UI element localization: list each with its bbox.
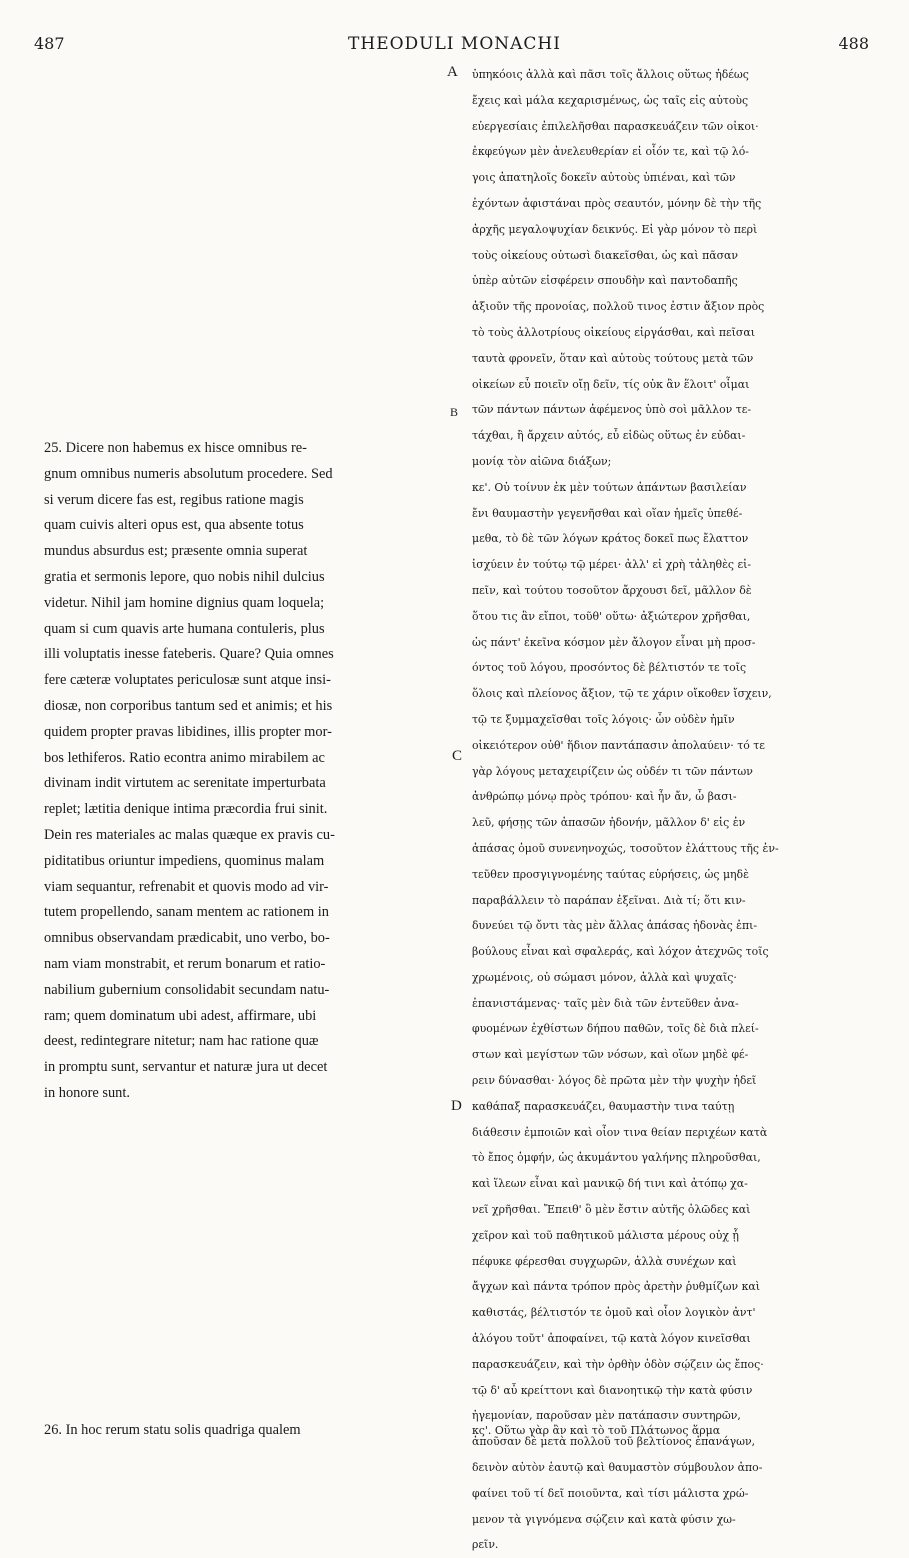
greek-line: ἐκφεύγων μὲν ἀνελευθερίαν εἰ οἷόν τε, καὶ τῷ λό- [472, 145, 749, 159]
greek-line: χρωμένοις, οὐ σώμασι μόνον, ἀλλὰ καὶ ψυχαῖς· [472, 970, 737, 984]
latin-line: viam sequantur, refrenabit et quovis modo ad vir- [44, 878, 329, 895]
latin-line: in honore sunt. [44, 1084, 130, 1101]
latin-line: bos lethiferos. Ratio econtra animo mirabilem ac [44, 749, 325, 766]
greek-line: ἐπανιστάμενας· ταῖς μὲν διὰ τῶν ἐντεῦθεν ἀνα- [472, 996, 739, 1010]
greek-line: ὑπὲρ αὐτῶν εἰσφέρειν σπουδὴν καὶ παντοδαπῆς [472, 274, 738, 288]
latin-line: tutem propellendo, sanam mentem ac rationem in [44, 904, 329, 921]
latin-line: si verum dicere fas est, regibus ratione magis [44, 491, 304, 508]
latin-line: nabilium gubernium consolidabit secundam natu- [44, 981, 330, 998]
greek-line: γοις ἀπατηλοῖς δοκεῖν αὐτοὺς ὑπιέναι, καὶ τῶν [472, 171, 736, 185]
latin-line: in promptu sunt, servantur et naturæ jura ut decet [44, 1059, 328, 1076]
greek-line: στων καὶ μεγίστων τῶν νόσων, καὶ οἵων μηδὲ φέ- [472, 1048, 749, 1062]
running-title: THEODULI MONACHI [348, 34, 561, 54]
greek-line: φυομένων ἐχθίστων δήπου παθῶν, τοῖς δὲ διὰ πλεί- [472, 1022, 759, 1036]
greek-line: μενον τὰ γιγνόμενα σῴζειν καὶ κατὰ φύσιν χω- [472, 1512, 736, 1526]
greek-line: τὸ ἔπος ὁμφήν, ὡς ἀκυμάντου γαλήνης πληροῦσθαι, [472, 1151, 761, 1165]
greek-line: νεῖ χρῆσθαι. Ἔπειθ' ὃ μὲν ἔστιν αὐτῆς ὀλῶδες καὶ [472, 1203, 751, 1217]
latin-line: illi voluptatis inesse fateberis. Quare? Quia omnes [44, 646, 334, 663]
greek-line: ἀποῦσαν δὲ μετὰ πολλοῦ τοῦ βελτίονος ἐπανάγων, [472, 1435, 756, 1449]
latin-line: quam si cum quavis arte humana contuleris, plus [44, 620, 325, 637]
greek-line: ὅτου τις ἂν εἴποι, τοῦθ' οὕτω· ἀξιώτερον χρῆσθαι, [472, 609, 751, 623]
greek-line: ὅλοις καὶ πλείονος ἄξιον, τῷ τε χάριν οἴκοθεν ἴσχειν, [472, 687, 772, 701]
greek-line: καὶ ἵλεων εἶναι καὶ μανικῷ δή τινι καὶ ἀτόπῳ χα- [472, 1177, 748, 1191]
latin-column-continuation [44, 1418, 444, 1444]
page-number-left: 487 [34, 34, 65, 53]
latin-line: diosæ, non corporibus tantum sed et animis; et his [44, 697, 333, 714]
greek-line: ὡς πάντ' ἐκεῖνα κόσμον μὲν ἄλογον εἶναι μὴ προσ- [472, 635, 756, 649]
latin-line: nam viam monstrabit, et rerum bonarum et ratio- [44, 955, 326, 972]
greek-line: ἄγχων καὶ πάντα τρόπον πρὸς ἀρετὴν ῥυθμίζων καὶ [472, 1280, 761, 1294]
greek-line: καθιστάς, βέλτιστόν τε ὁμοῦ καὶ οἷον λογικὸν ἀντ' [472, 1306, 756, 1320]
greek-line: ρεῖν. [472, 1538, 499, 1552]
greek-line: εὐεργεσίαις ἐπιλελῆσθαι παρασκευάζειν τῶν οἰκοι· [472, 119, 759, 133]
latin-line: 25. Dicere non habemus ex hisce omnibus re- [44, 440, 307, 456]
greek-line: ἡγεμονίαν, παροῦσαν μὲν πατάπασιν συντηρῶν, [472, 1409, 741, 1423]
greek-line: ἔνι θαυμαστὴν γεγενῆσθαι καὶ οἵαν ἡμεῖς ὑπεθέ- [472, 506, 743, 520]
greek-line: ταυτὰ φρονεῖν, ὅταν καὶ αὐτοὺς τούτους μετὰ τῶν [472, 351, 754, 365]
greek-column-continuation [472, 1418, 880, 1444]
greek-line: τῶν πάντων πάντων ἀφέμενος ὑπὸ σοὶ μᾶλλον τε- [472, 403, 752, 417]
latin-line: quam cuivis alteri opus est, qua absente totus [44, 517, 304, 534]
latin-line: Dein res materiales ac malas quæque ex pravis cu- [44, 826, 335, 843]
greek-line: πεῖν, καὶ τούτου τοσοῦτον ἄρχουσι δεῖ, μᾶλλον δὲ [472, 583, 752, 597]
greek-line: ἁπάσας ὁμοῦ συνενηνοχώς, τοσοῦτον ἐλάττους τῆς ἐν- [472, 841, 779, 855]
greek-line: φαίνει τοῦ τί δεῖ ποιοῦντα, καὶ τίσι μάλιστα χρώ- [472, 1486, 749, 1500]
greek-line: κε'. Οὐ τοίνυν ἐκ μὲν τούτων ἁπάντων βασιλείαν [472, 480, 747, 494]
section-marker-b: B [450, 405, 459, 419]
greek-line: οἰκείων εὖ ποιεῖν οἴῃ δεῖν, τίς οὐκ ἂν ἕλοιτ' οἶμαι [472, 377, 750, 391]
greek-line: λεῦ, φήσῃς τῶν ἁπασῶν ἡδονήν, μᾶλλον δ' εἰς ἐν [472, 816, 746, 830]
latin-column [44, 436, 444, 1107]
greek-line: ἀρχῆς μεγαλοψυχίαν δεικνύς. Εἰ γὰρ μόνον τὸ περὶ [472, 222, 758, 236]
greek-line: τὸ τοὺς ἀλλοτρίους οἰκείους εἰργάσθαι, καὶ πεῖσαι [472, 325, 755, 339]
greek-line: ὑπηκόοις ἀλλὰ καὶ πᾶσι τοῖς ἄλλοις οὕτως ἡδέως [472, 68, 749, 81]
greek-line: ἀξιοῦν τῆς προνοίας, πολλοῦ τινος ἐστιν ἄξιον πρὸς [472, 300, 765, 314]
latin-line: divinam indit virtutem ac serenitate imperturbata [44, 775, 326, 792]
section-marker-a: A [447, 64, 458, 80]
greek-line: τάχθαι, ἢ ἄρχειν αὐτός, εὖ εἰδὼς οὕτως ἐν εὐδαι- [472, 429, 746, 443]
greek-line: τῷ τε ξυμμαχεῖσθαι τοῖς λόγοις· ὧν οὐδὲν ἡμῖν [472, 712, 735, 726]
latin-line: gratia et sermonis lepore, quo nobis nihil dulcius [44, 568, 325, 585]
latin-line: gnum omnibus numeris absolutum procedere. Sed [44, 465, 333, 482]
greek-line: τῷ δ' αὖ κρείττονι καὶ διανοητικῷ τὴν κατὰ φύσιν [472, 1383, 753, 1397]
greek-line: τοὺς οἰκείους οὑτωσὶ διακεῖσθαι, ὡς καὶ πᾶσαν [472, 248, 738, 262]
greek-line: πέφυκε φέρεσθαι συγχωρῶν, ἀλλὰ συνέχων καὶ [472, 1254, 737, 1268]
greek-line: δεινὸν αὐτὸν ἑαυτῷ καὶ θαυμαστὸν σύμβουλον ἀπο- [472, 1461, 763, 1475]
greek-line: διάθεσιν ἐμποιῶν καὶ οἷον τινα θείαν περιχέων κατὰ [472, 1125, 768, 1139]
greek-line: δυνεύει τῷ ὄντι τὰς μὲν ἄλλας ἁπάσας ἡδονὰς ἐπι- [472, 919, 758, 933]
latin-line: fere cæteræ voluptates periculosæ sunt atque insi- [44, 672, 331, 689]
greek-line: βούλους εἶναι καὶ σφαλεράς, καὶ λόχον ἀτεχνῶς τοῖς [472, 945, 769, 959]
greek-line: ἐχόντων ἀφιστάναι πρὸς σεαυτόν, μόνην δὲ τὴν τῆς [472, 196, 762, 210]
greek-line: γὰρ λόγους μεταχειρίζειν ὡς οὐδέν τι τῶν πάντων [472, 764, 753, 778]
latin-line: piditatibus oriuntur impediens, quominus malam [44, 852, 325, 869]
latin-line: omnibus observandam prædicabit, uno verbo, bo- [44, 930, 330, 947]
latin-line: mundus absurdus est; præsente omnia superat [44, 543, 308, 560]
latin-line: replet; lætitia denique intima præcordia frui sinit. [44, 801, 328, 818]
latin-line: ram; quem dominatum ubi adest, affirmare, ubi [44, 1007, 317, 1024]
section-marker-c: C [452, 748, 463, 764]
greek-column [472, 62, 880, 1558]
greek-line: ρειν δύνασθαι· λόγος δὲ πρῶτα μὲν τὴν ψυχὴν ἡδεῖ [472, 1074, 757, 1088]
latin-line: deest, redintegrare nitetur; nam hac ratione quæ [44, 1033, 319, 1050]
greek-line: ἔχεις καὶ μάλα κεχαρισμένως, ὡς ταῖς εἰς αὐτοὺς [472, 93, 749, 107]
greek-line: τεῦθεν προσγιγνομένης ταύτας εὑρήσεις, ὡς μηδὲ [472, 867, 749, 881]
greek-line: ἰσχύειν ἐν τούτῳ τῷ μέρει· ἀλλ' εἰ χρὴ τἀληθὲς εἰ- [472, 558, 752, 572]
greek-line: μονίᾳ τὸν αἰῶνα διάξων; [472, 454, 612, 468]
greek-line: οἰκειότερον οὐθ' ἥδιον παντάπασιν ἀπολαύειν· τό τε [472, 738, 765, 752]
latin-line: quidem propter pravas libidines, illis propter mor- [44, 723, 332, 740]
greek-line: ἀλόγου τοῦτ' ἀποφαίνει, τῷ κατὰ λόγον κινεῖσθαι [472, 1332, 751, 1346]
greek-line: κς'. Οὕτω γὰρ ἂν καὶ τὸ τοῦ Πλάτωνος ἅρμα [472, 1424, 721, 1437]
section-marker-d: D [451, 1098, 462, 1114]
greek-line: παρασκευάζειν, καὶ τὴν ὀρθὴν ὁδὸν σῴζειν ὡς ἔπος· [472, 1357, 764, 1371]
latin-line: 26. In hoc rerum statu solis quadriga qualem [44, 1422, 301, 1438]
greek-line: καθάπαξ παρασκευάζει, θαυμαστὴν τινα ταύτῃ [472, 1099, 735, 1113]
page-number-right: 488 [838, 34, 869, 53]
greek-line: χεῖρον καὶ τοῦ παθητικοῦ μάλιστα μέρους οὐχ ᾗ [472, 1228, 739, 1242]
greek-line: ἀνθρώπῳ μόνῳ πρὸς τρόπου· καὶ ἦν ἄν, ὦ βασι- [472, 790, 737, 804]
greek-line: όντος τοῦ λόγου, προσόντος δὲ βέλτιστόν τε τοῖς [472, 661, 747, 675]
greek-line: μεθα, τὸ δὲ τῶν λόγων κράτος δοκεῖ πως ἔλαττον [472, 532, 749, 546]
greek-line: παραβάλλειν τὸ παράπαν ἐξεῖναι. Διὰ τί; ὅτι κιν- [472, 893, 746, 907]
latin-line: videtur. Nihil jam homine dignius quam loquela; [44, 594, 325, 611]
page-header [0, 34, 909, 60]
